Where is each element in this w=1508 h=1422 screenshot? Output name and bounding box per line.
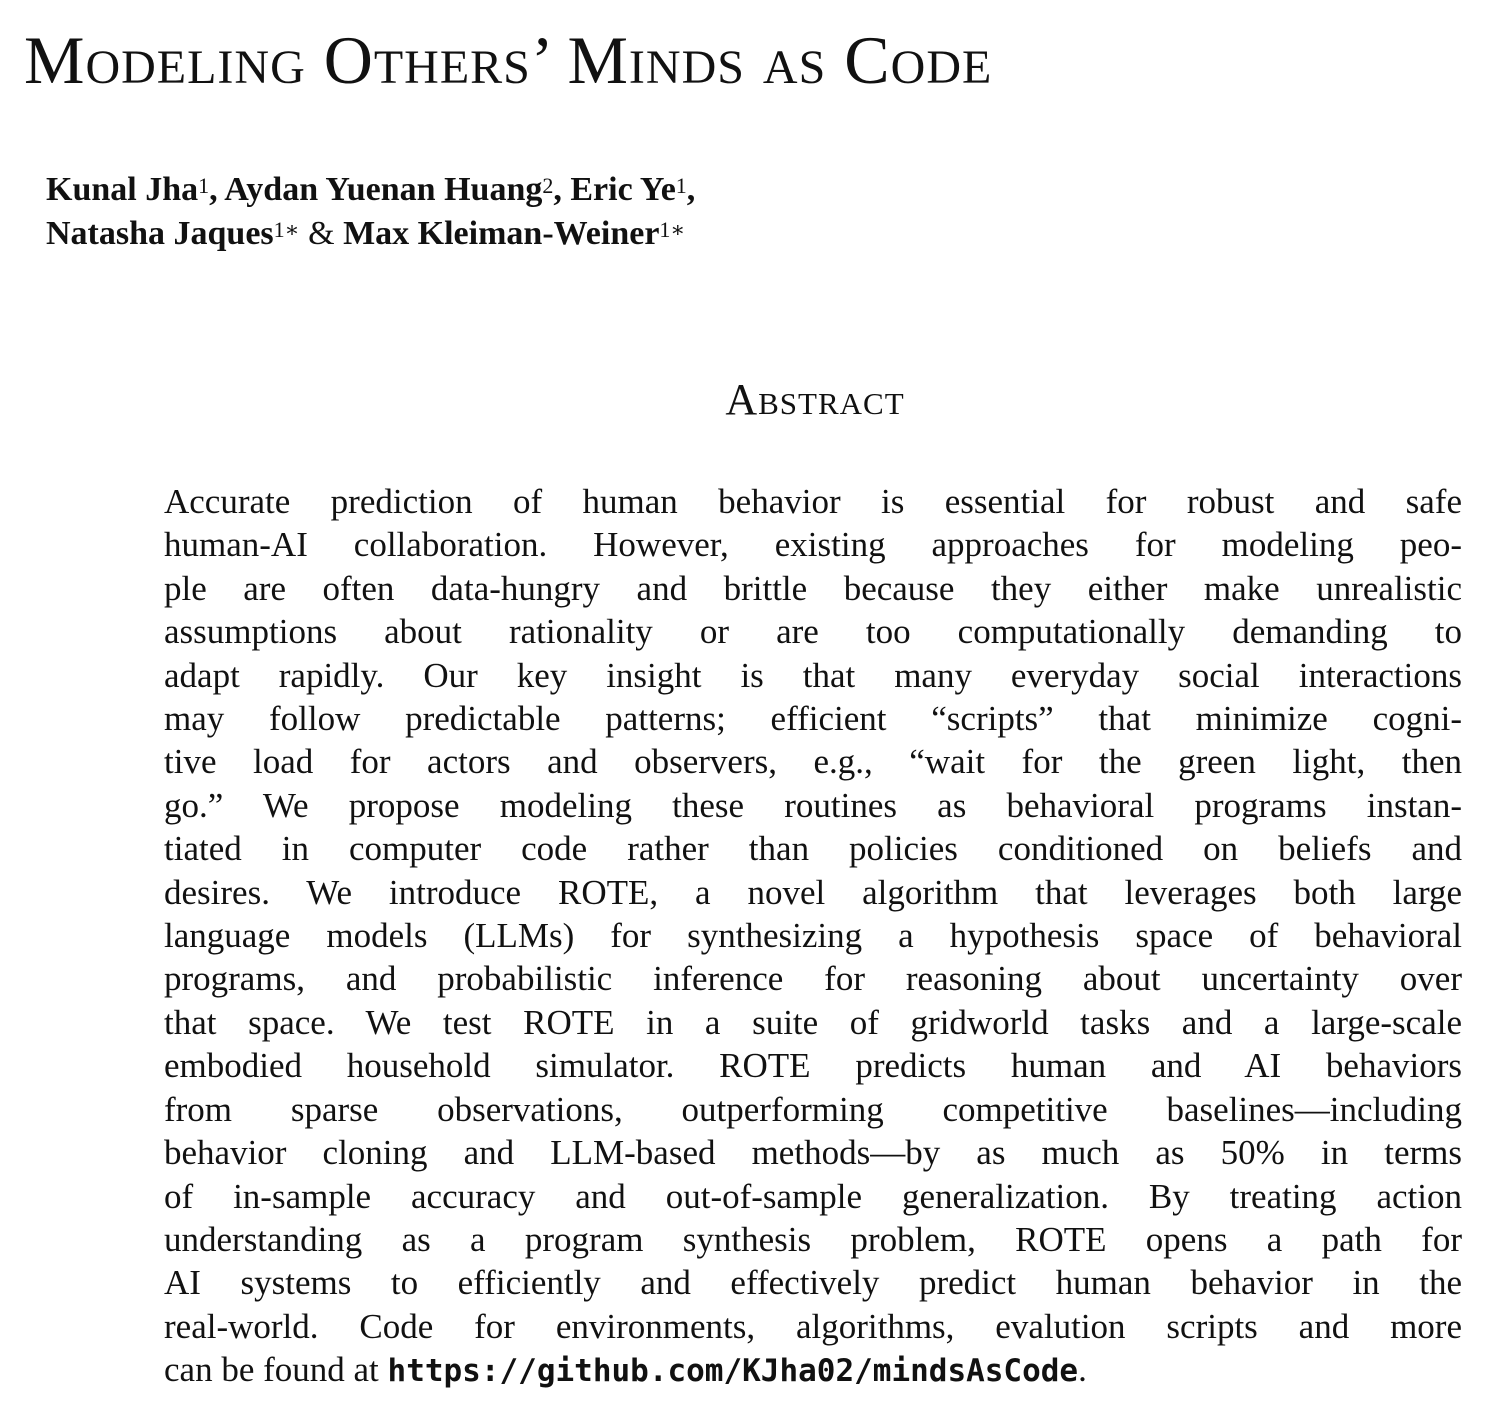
abstract-last-prefix: can be found at xyxy=(164,1350,388,1390)
author-list xyxy=(46,168,695,256)
abstract-line: that space. We test ROTE in a suite of gridworld tasks and a large-scale xyxy=(164,1002,1462,1042)
paper-title: Modeling Others’ Minds as Code xyxy=(24,22,993,98)
abstract-heading: Abstract xyxy=(725,375,905,424)
author-separator: & xyxy=(299,215,344,252)
author-name: Aydan Yuenan Huang xyxy=(224,171,543,208)
author-affiliation: 1∗ xyxy=(659,217,686,242)
author-separator: , xyxy=(209,171,225,208)
abstract-line: may follow predictable patterns; efficient “scripts” that minimize cogni- xyxy=(164,699,1462,739)
abstract-line: language models (LLMs) for synthesizing a hypothesis space of behavioral xyxy=(164,916,1462,956)
author-affiliation: 1 xyxy=(675,173,687,198)
author-separator: , xyxy=(553,171,571,208)
abstract-line: of in-sample accuracy and out-of-sample generalization. By treating action xyxy=(164,1176,1462,1216)
abstract-body xyxy=(164,480,1462,1394)
abstract-line: AI systems to efficiently and effectively predict human behavior in the xyxy=(164,1263,1462,1303)
abstract-line: embodied household simulator. ROTE predicts human and AI behaviors xyxy=(164,1046,1462,1086)
abstract-line: tiated in computer code rather than policies conditioned on beliefs and xyxy=(164,829,1462,869)
abstract-line: real-world. Code for environments, algorithms, evalution scripts and more xyxy=(164,1306,1462,1346)
author-affiliation: 1∗ xyxy=(273,217,300,242)
author-affiliation: 2 xyxy=(542,173,554,198)
abstract-line: behavior cloning and LLM-based methods—by as much as 50% in terms xyxy=(164,1133,1462,1173)
author-line-2 xyxy=(46,212,695,256)
abstract-line: go.” We propose modeling these routines as behavioral programs instan- xyxy=(164,785,1462,825)
author-name: Max Kleiman-Weiner xyxy=(343,215,660,252)
abstract-line-last xyxy=(164,1348,1462,1393)
abstract-line: Accurate prediction of human behavior is essential for robust and safe xyxy=(164,482,1462,521)
author-name: Kunal Jha xyxy=(46,171,199,208)
abstract-line: understanding as a program synthesis problem, ROTE opens a path for xyxy=(164,1219,1462,1259)
code-url-link[interactable]: https://github.com/KJha02/mindsAsCode xyxy=(387,1353,1079,1390)
author-separator: , xyxy=(686,171,696,208)
abstract-line: adapt rapidly. Our key insight is that many everyday social interactions xyxy=(164,655,1462,695)
author-name: Eric Ye xyxy=(570,171,676,208)
author-line-1 xyxy=(46,168,695,212)
abstract-line: ple are often data-hungry and brittle because they either make unrealistic xyxy=(164,568,1462,608)
abstract-line: desires. We introduce ROTE, a novel algorithm that leverages both large xyxy=(164,872,1462,912)
abstract-line: tive load for actors and observers, e.g., “wait for the green light, then xyxy=(164,742,1462,782)
abstract-line: programs, and probabilistic inference for reasoning about uncertainty over xyxy=(164,959,1462,999)
author-affiliation: 1 xyxy=(198,173,210,198)
abstract-line: human-AI collaboration. However, existing approaches for modeling peo- xyxy=(164,525,1462,565)
abstract-line: assumptions about rationality or are too computationally demanding to xyxy=(164,612,1462,652)
abstract-last-suffix: . xyxy=(1078,1350,1087,1390)
author-name: Natasha Jaques xyxy=(46,215,274,252)
abstract-line: from sparse observations, outperforming competitive baselines—including xyxy=(164,1089,1462,1129)
